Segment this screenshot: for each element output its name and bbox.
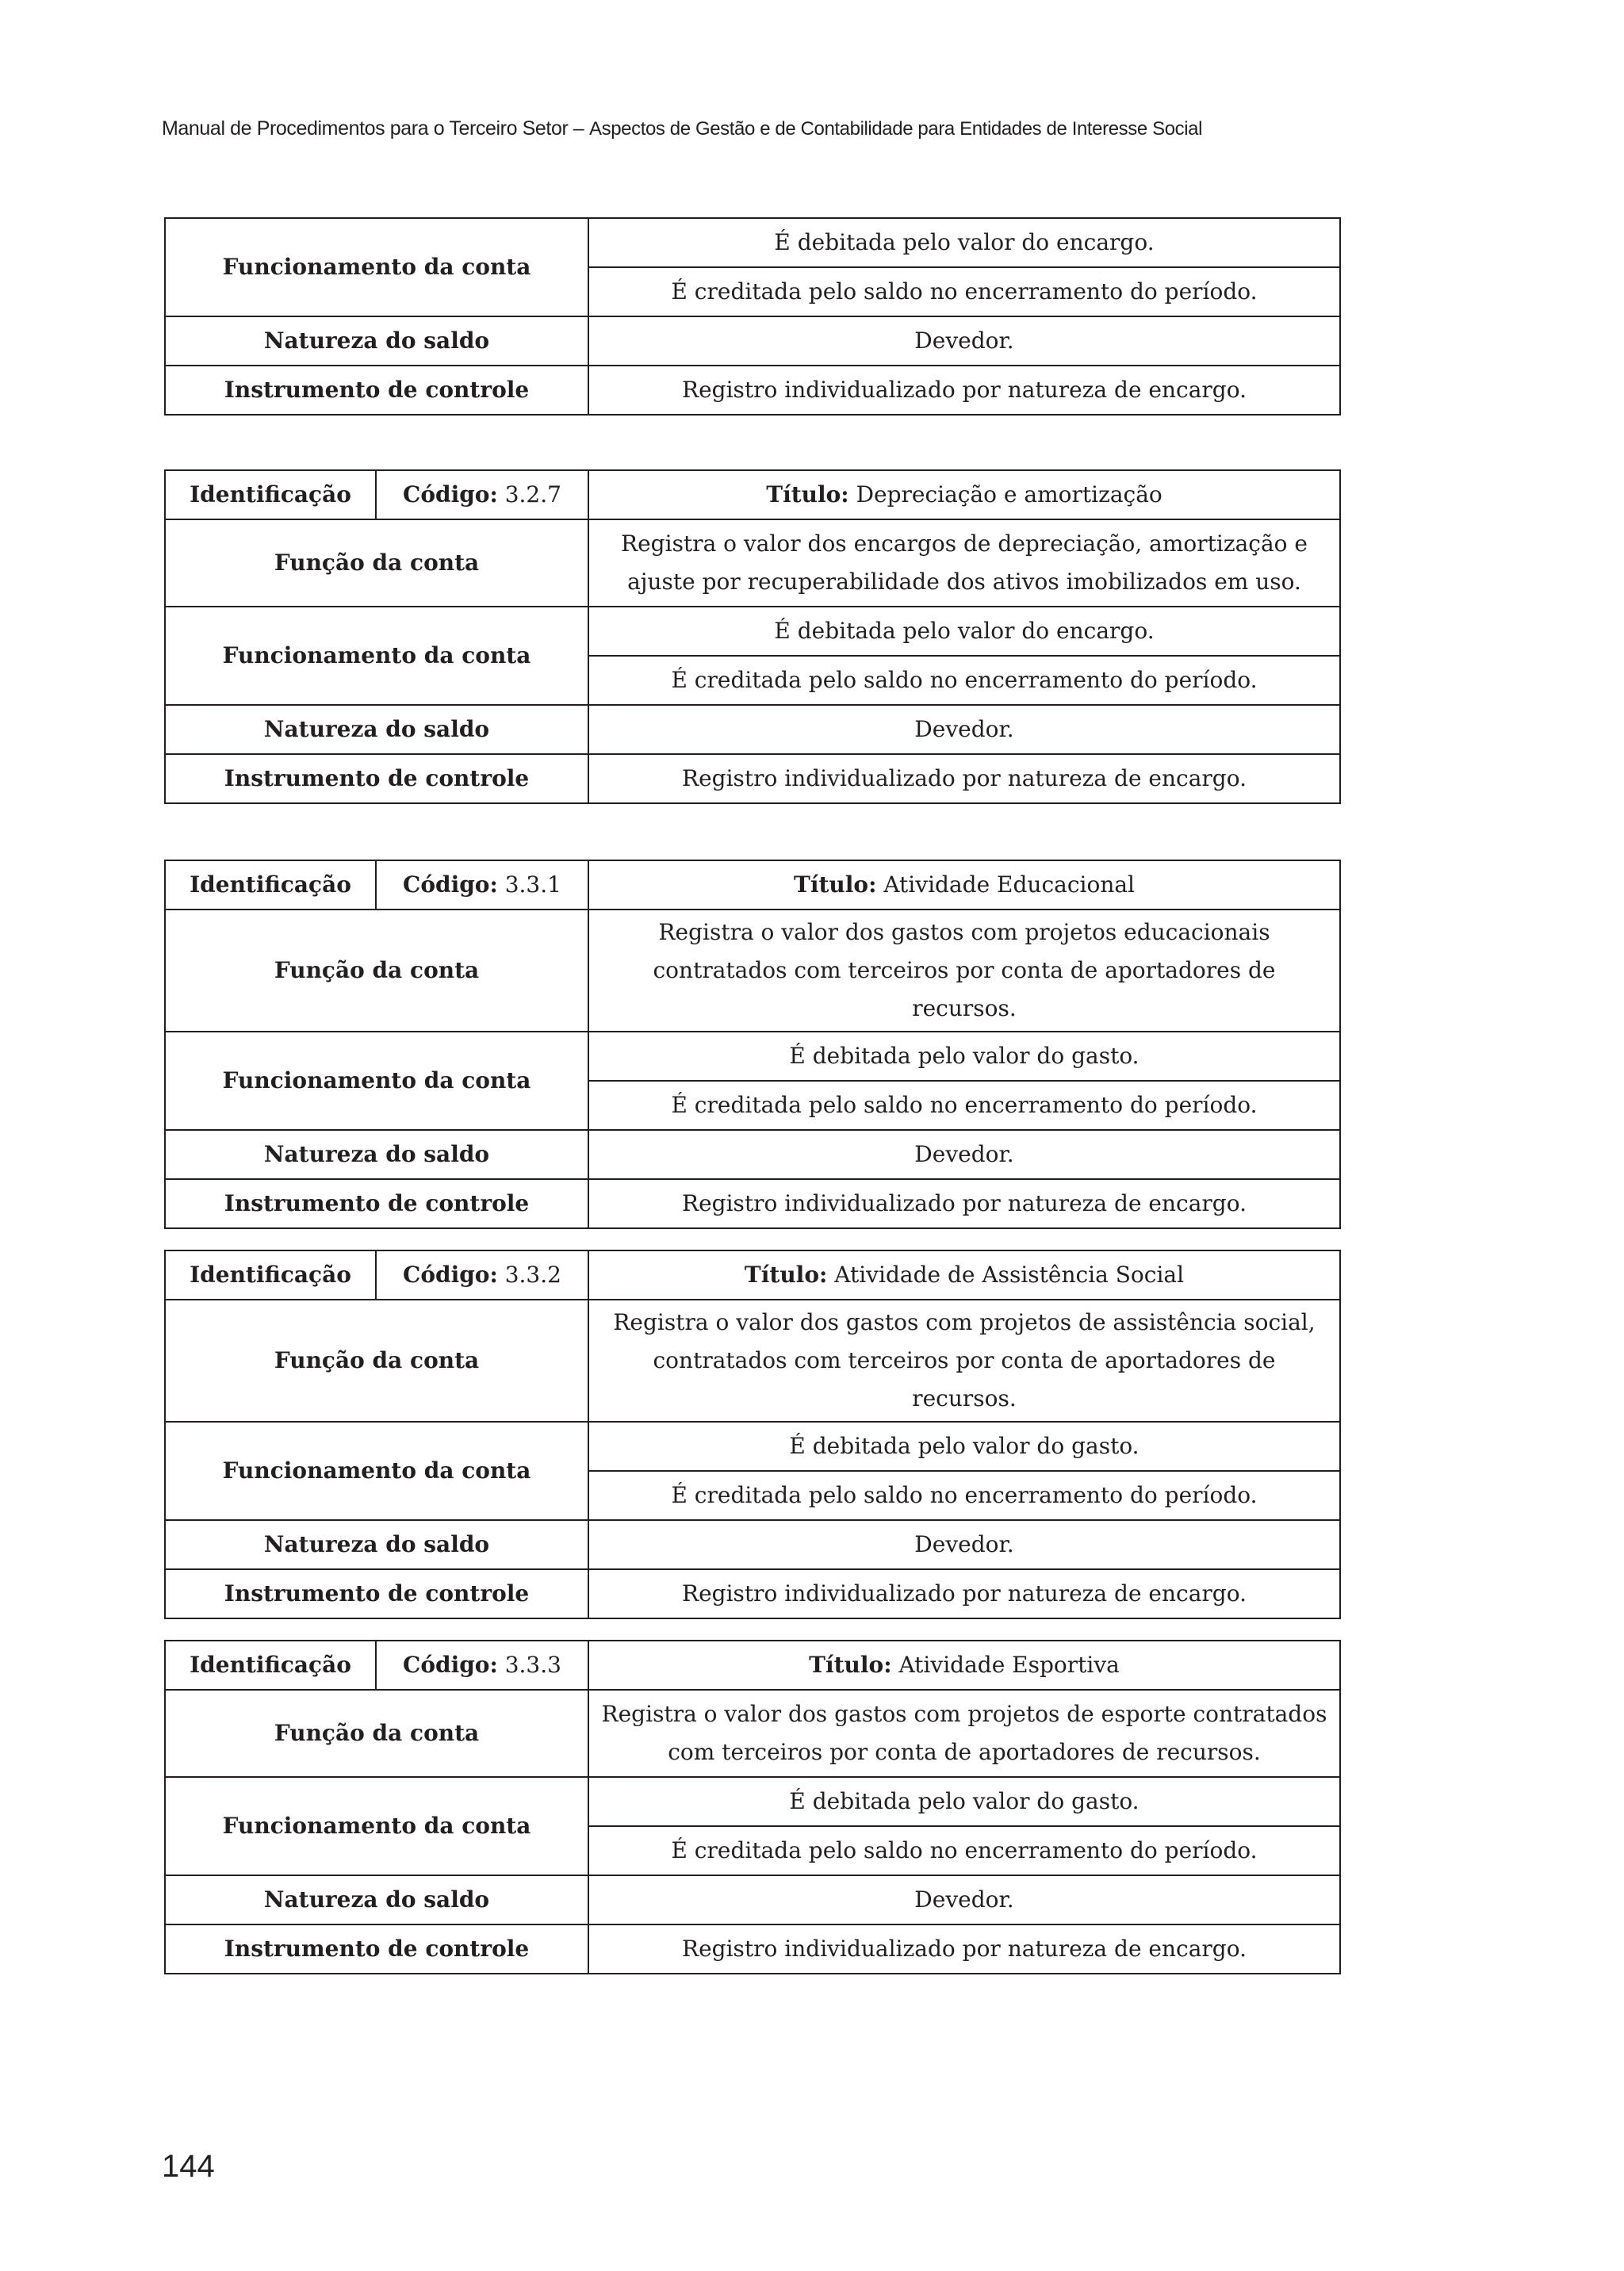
debit-rule: É debitada pelo valor do encargo. xyxy=(588,218,1340,267)
table-row xyxy=(165,1777,1340,1826)
account-table-1 xyxy=(164,860,1341,1229)
instrumento-value: Registro individualizado por natureza de encargo. xyxy=(588,1179,1340,1228)
account-table-2 xyxy=(164,1250,1341,1619)
table-row xyxy=(165,705,1340,754)
account-table-3 xyxy=(164,1640,1341,1974)
codigo-label: Código: xyxy=(403,1262,498,1288)
table-row xyxy=(165,1130,1340,1179)
funcionamento-label: Funcionamento da conta xyxy=(165,1032,588,1130)
table-row xyxy=(165,1875,1340,1924)
account-table-0 xyxy=(164,469,1341,804)
identificacao-label: Identificação xyxy=(165,470,376,519)
debit-rule: É debitada pelo valor do gasto. xyxy=(588,1032,1340,1081)
table-row xyxy=(165,754,1340,803)
table-row xyxy=(165,1422,1340,1471)
code-value: 3.3.2 xyxy=(504,1262,561,1288)
funcionamento-label: Funcionamento da conta xyxy=(165,607,588,705)
table-row xyxy=(165,910,1340,1032)
code-value: 3.3.1 xyxy=(504,871,561,898)
instrumento-label: Instrumento de controle xyxy=(165,366,588,415)
instrumento-value: Registro individualizado por natureza de encargo. xyxy=(588,754,1340,803)
natureza-value: Devedor. xyxy=(588,1875,1340,1924)
title-value: Atividade Educacional xyxy=(883,871,1135,898)
codigo-label: Código: xyxy=(403,1652,498,1678)
codigo-label: Código: xyxy=(403,481,498,507)
natureza-label: Natureza do saldo xyxy=(165,316,588,366)
table-row xyxy=(165,1250,1340,1300)
table-row xyxy=(165,1032,1340,1081)
title-cell xyxy=(588,1641,1340,1690)
code-cell xyxy=(376,1250,588,1300)
table-row xyxy=(165,1641,1340,1690)
table-row xyxy=(165,1690,1340,1777)
function-description: Registra o valor dos gastos com projetos de esporte contratados com terceiros por conta de aportadores de recursos. xyxy=(588,1690,1340,1777)
instrumento-value: Registro individualizado por natureza de encargo. xyxy=(588,366,1340,415)
instrumento-value: Registro individualizado por natureza de encargo. xyxy=(588,1924,1340,1974)
table-row xyxy=(165,860,1340,910)
natureza-value: Devedor. xyxy=(588,1520,1340,1569)
running-header xyxy=(162,117,1202,140)
codigo-label: Código: xyxy=(403,871,498,898)
funcao-label: Função da conta xyxy=(165,910,588,1032)
funcao-label: Função da conta xyxy=(165,1690,588,1777)
table-row xyxy=(165,218,1340,267)
table-row xyxy=(165,470,1340,519)
funcionamento-label: Funcionamento da conta xyxy=(165,218,588,316)
credit-rule: É creditada pelo saldo no encerramento do período. xyxy=(588,1826,1340,1875)
title-cell xyxy=(588,1250,1340,1300)
natureza-label: Natureza do saldo xyxy=(165,1520,588,1569)
debit-rule: É debitada pelo valor do encargo. xyxy=(588,607,1340,656)
credit-rule: É creditada pelo saldo no encerramento do período. xyxy=(588,1081,1340,1130)
titulo-label: Título: xyxy=(744,1262,828,1288)
funcionamento-label: Funcionamento da conta xyxy=(165,1777,588,1875)
natureza-value: Devedor. xyxy=(588,316,1340,366)
title-cell xyxy=(588,470,1340,519)
instrumento-value: Registro individualizado por natureza de encargo. xyxy=(588,1569,1340,1618)
titulo-label: Título: xyxy=(809,1652,892,1678)
function-description: Registra o valor dos encargos de depreciação, amortização e ajuste por recuperabilidade dos ativos imobilizados em uso. xyxy=(588,519,1340,607)
credit-rule: É creditada pelo saldo no encerramento do período. xyxy=(588,656,1340,705)
identificacao-label: Identificação xyxy=(165,1641,376,1690)
table-row xyxy=(165,1569,1340,1618)
table-row xyxy=(165,1520,1340,1569)
code-value: 3.2.7 xyxy=(504,481,561,507)
table-row xyxy=(165,316,1340,366)
debit-rule: É debitada pelo valor do gasto. xyxy=(588,1422,1340,1471)
credit-rule: É creditada pelo saldo no encerramento do período. xyxy=(588,1471,1340,1520)
natureza-value: Devedor. xyxy=(588,705,1340,754)
titulo-label: Título: xyxy=(794,871,877,898)
table-row xyxy=(165,1300,1340,1422)
table-row xyxy=(165,607,1340,656)
instrumento-label: Instrumento de controle xyxy=(165,1569,588,1618)
natureza-label: Natureza do saldo xyxy=(165,1130,588,1179)
code-cell xyxy=(376,860,588,910)
table-row xyxy=(165,1924,1340,1974)
funcionamento-label: Funcionamento da conta xyxy=(165,1422,588,1520)
funcao-label: Função da conta xyxy=(165,519,588,607)
table-row xyxy=(165,366,1340,415)
natureza-label: Natureza do saldo xyxy=(165,1875,588,1924)
title-value: Atividade de Assistência Social xyxy=(834,1262,1185,1288)
title-value: Depreciação e amortização xyxy=(856,481,1162,507)
instrumento-label: Instrumento de controle xyxy=(165,1179,588,1228)
funcao-label: Função da conta xyxy=(165,1300,588,1422)
table-row xyxy=(165,519,1340,607)
account-table-continuation xyxy=(164,217,1341,416)
natureza-value: Devedor. xyxy=(588,1130,1340,1179)
identificacao-label: Identificação xyxy=(165,1250,376,1300)
function-description: Registra o valor dos gastos com projetos educacionais contratados com terceiros por conta de aportadores de recursos. xyxy=(588,910,1340,1032)
header-subtitle: Aspectos de Gestão e de Contabilidade para Entidades de Interesse Social xyxy=(589,118,1203,140)
natureza-label: Natureza do saldo xyxy=(165,705,588,754)
instrumento-label: Instrumento de controle xyxy=(165,754,588,803)
header-separator: – xyxy=(568,117,589,140)
header-title: Manual de Procedimentos para o Terceiro Setor xyxy=(162,117,569,140)
credit-rule: É creditada pelo saldo no encerramento do período. xyxy=(588,267,1340,316)
titulo-label: Título: xyxy=(766,481,849,507)
code-cell xyxy=(376,470,588,519)
identificacao-label: Identificação xyxy=(165,860,376,910)
function-description: Registra o valor dos gastos com projetos de assistência social, contratados com terceiros por conta de aportadores de recursos. xyxy=(588,1300,1340,1422)
code-value: 3.3.3 xyxy=(504,1652,561,1678)
table-row xyxy=(165,1179,1340,1228)
instrumento-label: Instrumento de controle xyxy=(165,1924,588,1974)
title-value: Atividade Esportiva xyxy=(898,1652,1120,1678)
page-number: 144 xyxy=(162,2149,215,2184)
debit-rule: É debitada pelo valor do gasto. xyxy=(588,1777,1340,1826)
title-cell xyxy=(588,860,1340,910)
code-cell xyxy=(376,1641,588,1690)
